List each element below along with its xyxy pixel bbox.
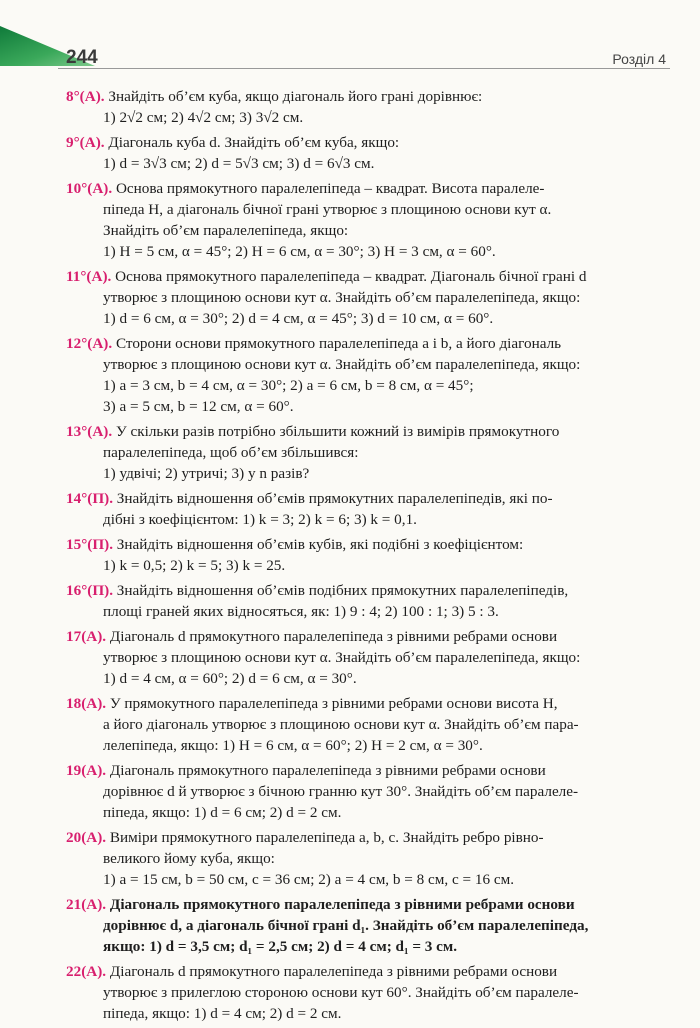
problem-line: [66, 132, 664, 153]
problem-line: [66, 421, 664, 442]
problem-number: 22(А).: [66, 963, 107, 980]
problem-line: [66, 936, 664, 957]
problem-9: [66, 626, 664, 689]
problem-line: [66, 555, 664, 576]
problem-number: 15°(П).: [66, 536, 113, 553]
problem-number: 12°(А).: [66, 335, 113, 352]
problem-text: утворює з площиною основи кут α. Знайдіть об’єм паралелепіпеда, якщо:: [103, 356, 581, 373]
problem-list: [66, 86, 664, 1028]
problem-text: якщо: 1) d = 3,5 см; d₁ = 2,5 см; 2) d = 4 см; d₁ = 3 см.: [103, 938, 458, 955]
problem-line: [66, 714, 664, 735]
problem-line: [66, 463, 664, 484]
problem-text: 3) a = 5 см, b = 12 см, α = 60°.: [103, 398, 294, 415]
problem-number: 16°(П).: [66, 582, 113, 599]
problem-line: [66, 647, 664, 668]
problem-text: піпеда, якщо: 1) d = 4 см; 2) d = 2 см.: [103, 1005, 342, 1022]
problem-line: [66, 333, 664, 354]
problem-line: [66, 982, 664, 1003]
problem-line: [66, 781, 664, 802]
problem-text: Виміри прямокутного паралелепіпеда a, b, c. Знайдіть ребро рівно-: [109, 829, 544, 846]
problem-10: [66, 693, 664, 756]
problem-number: 9°(А).: [66, 134, 105, 151]
problem-line: [66, 869, 664, 890]
problem-text: 1) a = 15 см, b = 50 см, c = 36 см; 2) a = 4 см, b = 8 см, c = 16 см.: [103, 871, 515, 888]
problem-text: утворює з прилеглою стороною основи кут 60°. Знайдіть об’єм паралеле-: [103, 984, 579, 1001]
problem-line: [66, 915, 664, 936]
problem-number: 8°(А).: [66, 88, 105, 105]
problem-2: [66, 178, 664, 262]
problem-line: [66, 626, 664, 647]
problem-4: [66, 333, 664, 417]
page-number: 244: [66, 47, 98, 68]
problem-line: [66, 396, 664, 417]
problem-text: утворює з площиною основи кут α. Знайдіть об’єм паралелепіпеда, якщо:: [103, 289, 581, 306]
problem-number: 21(А).: [66, 896, 107, 913]
problem-text: Діагональ прямокутного паралелепіпеда з рівними ребрами основи: [109, 762, 546, 779]
problem-line: [66, 153, 664, 174]
problem-text: Знайдіть відношення об’ємів прямокутних паралелепіпедів, які по-: [116, 490, 553, 507]
problem-text: Діагональ куба d. Знайдіть об’єм куба, якщо:: [108, 134, 400, 151]
problem-line: [66, 86, 664, 107]
problem-text: Діагональ d прямокутного паралелепіпеда з рівними ребрами основи: [109, 963, 558, 980]
problem-number: 20(А).: [66, 829, 107, 846]
problem-text: Знайдіть відношення об’ємів кубів, які подібні з коефіцієнтом:: [116, 536, 524, 553]
problem-text: а його діагональ утворює з площиною основи кут α. Знайдіть об’єм пара-: [103, 716, 579, 733]
problem-line: [66, 442, 664, 463]
problem-11: [66, 760, 664, 823]
problem-text: 1) a = 3 см, b = 4 см, α = 30°; 2) a = 6 см, b = 8 см, α = 45°;: [103, 377, 474, 394]
problem-line: [66, 178, 664, 199]
problem-text: дорівнює d й утворює з бічною гранню кут 30°. Знайдіть об’єм паралеле-: [103, 783, 579, 800]
problem-number: 11°(А).: [66, 268, 112, 285]
problem-line: [66, 488, 664, 509]
problem-text: У прямокутного паралелепіпеда з рівними ребрами основи висота H,: [109, 695, 558, 712]
problem-text: 1) H = 5 см, α = 45°; 2) H = 6 см, α = 30°; 3) H = 3 см, α = 60°.: [103, 243, 496, 260]
problem-line: [66, 266, 664, 287]
section-label: Розділ 4: [612, 51, 666, 67]
problem-text: 1) d = 4 см, α = 60°; 2) d = 6 см, α = 30°.: [103, 670, 357, 687]
header-divider: [58, 68, 670, 69]
problem-line: [66, 534, 664, 555]
problem-text: піпеда H, а діагональ бічної грані утворює з площиною основи кут α.: [103, 201, 552, 218]
problem-text: Основа прямокутного паралелепіпеда – квадрат. Висота паралеле-: [115, 180, 545, 197]
problem-line: [66, 601, 664, 622]
problem-text: 1) k = 0,5; 2) k = 5; 3) k = 25.: [103, 557, 286, 574]
problem-5: [66, 421, 664, 484]
problem-line: [66, 354, 664, 375]
problem-line: [66, 1003, 664, 1024]
problem-text: 1) 2√2 см; 2) 4√2 см; 3) 3√2 см.: [103, 109, 304, 126]
problem-text: Діагональ прямокутного паралелепіпеда з рівними ребрами основи: [109, 896, 575, 913]
problem-line: [66, 287, 664, 308]
problem-line: [66, 375, 664, 396]
problem-text: Діагональ d прямокутного паралелепіпеда з рівними ребрами основи: [109, 628, 558, 645]
problem-7: [66, 534, 664, 576]
problem-text: 1) d = 3√3 см; 2) d = 5√3 см; 3) d = 6√3 см.: [103, 155, 375, 172]
problem-0: [66, 86, 664, 128]
problem-line: [66, 107, 664, 128]
problem-number: 13°(А).: [66, 423, 113, 440]
problem-6: [66, 488, 664, 530]
problem-text: Сторони основи прямокутного паралелепіпеда a і b, а його діагональ: [115, 335, 562, 352]
problem-line: [66, 827, 664, 848]
problem-line: [66, 580, 664, 601]
problem-line: [66, 668, 664, 689]
problem-text: площі граней яких відносяться, як: 1) 9 : 4; 2) 100 : 1; 3) 5 : 3.: [103, 603, 499, 620]
problem-line: [66, 693, 664, 714]
problem-text: 1) удвічі; 2) утричі; 3) у n разів?: [103, 465, 310, 482]
problem-number: 10°(А).: [66, 180, 113, 197]
problem-line: [66, 961, 664, 982]
problem-8: [66, 580, 664, 622]
problem-line: [66, 199, 664, 220]
problem-text: Знайдіть об’єм куба, якщо діагональ його грані дорівнює:: [108, 88, 483, 105]
problem-line: [66, 735, 664, 756]
problem-line: [66, 802, 664, 823]
problem-line: [66, 509, 664, 530]
problem-line: [66, 308, 664, 329]
problem-text: піпеда, якщо: 1) d = 6 см; 2) d = 2 см.: [103, 804, 342, 821]
problem-text: утворює з площиною основи кут α. Знайдіть об’єм паралелепіпеда, якщо:: [103, 649, 581, 666]
problem-text: 1) d = 6 см, α = 30°; 2) d = 4 см, α = 45°; 3) d = 10 см, α = 60°.: [103, 310, 494, 327]
problem-12: [66, 827, 664, 890]
problem-text: У скільки разів потрібно збільшити кожний із вимірів прямокутного: [115, 423, 560, 440]
problem-14: [66, 961, 664, 1024]
problem-text: Основа прямокутного паралелепіпеда – квадрат. Діагональ бічної грані d: [115, 268, 587, 285]
problem-text: великого йому куба, якщо:: [103, 850, 275, 867]
problem-number: 19(А).: [66, 762, 107, 779]
problem-text: паралелепіпеда, щоб об’єм збільшився:: [103, 444, 359, 461]
problem-13: [66, 894, 664, 957]
problem-line: [66, 241, 664, 262]
problem-text: Знайдіть об’єм паралелепіпеда, якщо:: [103, 222, 349, 239]
problem-3: [66, 266, 664, 329]
problem-text: лелепіпеда, якщо: 1) H = 6 см, α = 60°; 2) H = 2 см, α = 30°.: [103, 737, 483, 754]
problem-number: 17(А).: [66, 628, 107, 645]
problem-line: [66, 220, 664, 241]
problem-line: [66, 894, 664, 915]
problem-number: 14°(П).: [66, 490, 113, 507]
problem-text: дорівнює d, а діагональ бічної грані d₁. Знайдіть об’єм паралелепіпеда,: [103, 917, 589, 934]
problem-line: [66, 760, 664, 781]
problem-1: [66, 132, 664, 174]
problem-number: 18(А).: [66, 695, 107, 712]
problem-line: [66, 848, 664, 869]
problem-text: Знайдіть відношення об’ємів подібних прямокутних паралелепіпедів,: [116, 582, 569, 599]
problem-text: дібні з коефіцієнтом: 1) k = 3; 2) k = 6; 3) k = 0,1.: [103, 511, 417, 528]
